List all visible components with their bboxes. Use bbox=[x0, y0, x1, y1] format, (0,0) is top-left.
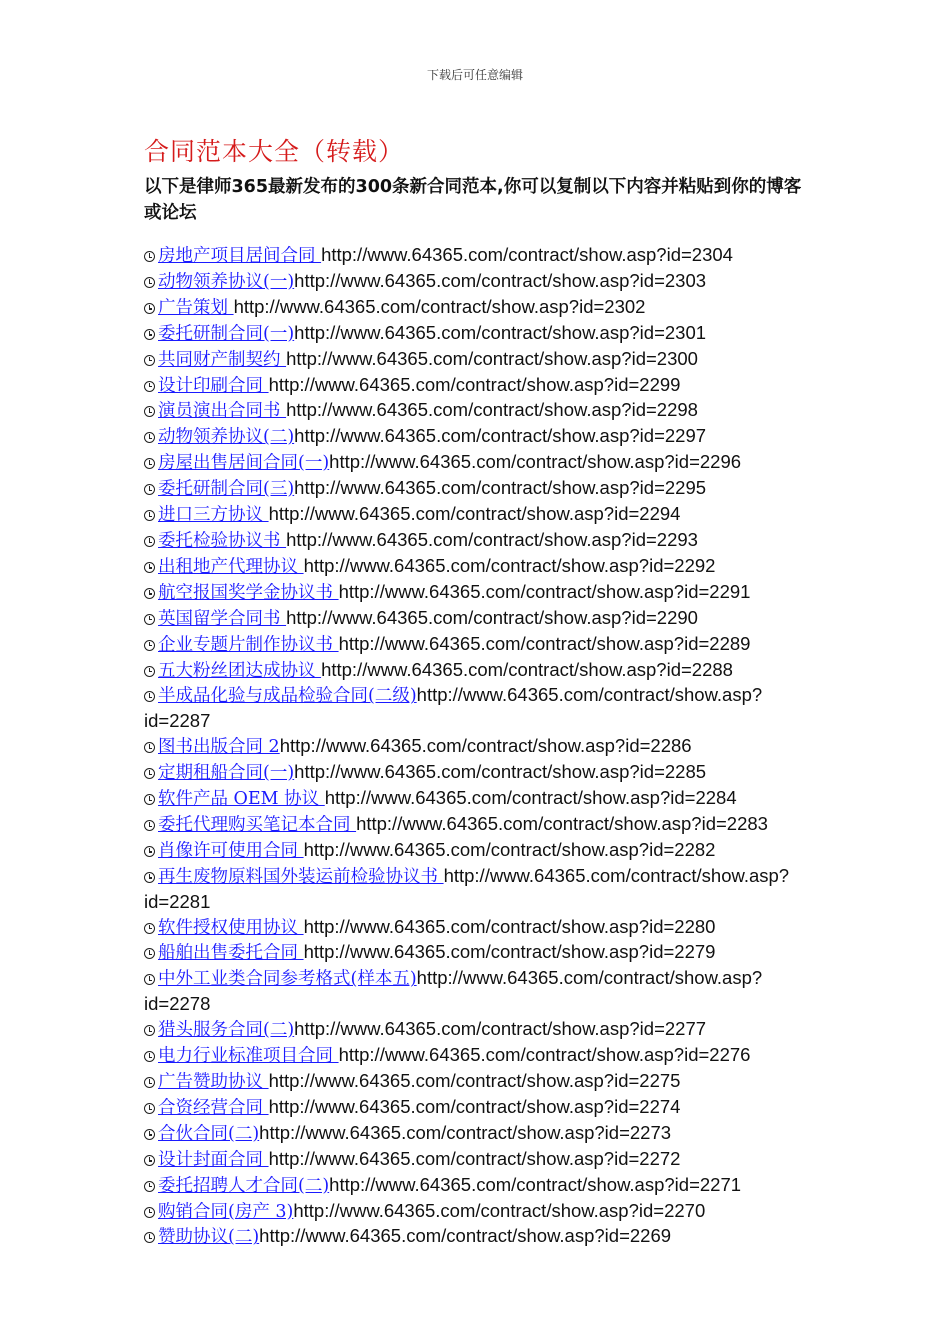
list-item bbox=[144, 295, 809, 321]
page-subtitle: 以下是律师365最新发布的300条新合同范本,你可以复制以下内容并粘贴到你的博客或论坛 bbox=[144, 177, 802, 223]
clock-icon bbox=[144, 742, 155, 753]
list-item bbox=[144, 812, 809, 838]
contract-url: http://www.64365.com/contract/show.asp?id=2291 bbox=[338, 580, 751, 602]
contract-url: http://www.64365.com/contract/show.asp?id=2279 bbox=[303, 941, 716, 963]
list-item bbox=[144, 864, 809, 915]
clock-icon bbox=[144, 846, 155, 857]
clock-icon bbox=[144, 820, 155, 831]
clock-icon bbox=[144, 974, 155, 985]
contract-url: http://www.64365.com/contract/show.asp?id=2271 bbox=[329, 1173, 742, 1195]
list-item bbox=[144, 424, 809, 450]
contract-url: http://www.64365.com/contract/show.asp?id=2296 bbox=[329, 451, 742, 473]
list-item bbox=[144, 1095, 809, 1121]
clock-icon bbox=[144, 277, 155, 288]
page-header: 下载后可任意编辑 bbox=[426, 68, 523, 82]
list-item bbox=[144, 243, 809, 269]
list-item bbox=[144, 915, 809, 941]
contract-title-link[interactable]: 动物领养协议(一) bbox=[158, 271, 295, 292]
contract-title-link[interactable]: 肖像许可使用合同 bbox=[158, 840, 304, 861]
clock-icon bbox=[144, 1207, 155, 1218]
clock-icon bbox=[144, 458, 155, 469]
contract-title-link[interactable]: 房地产项目居间合同 bbox=[158, 246, 322, 266]
contract-url: http://www.64365.com/contract/show.asp?id=2275 bbox=[268, 1070, 681, 1091]
contract-title-link[interactable]: 广告策划 bbox=[158, 297, 234, 318]
clock-icon bbox=[144, 948, 155, 959]
contract-url: http://www.64365.com/contract/show.asp?id=2274 bbox=[268, 1095, 681, 1117]
contract-title-link[interactable]: 五大粉丝团达成协议 bbox=[158, 660, 322, 681]
list-item bbox=[144, 606, 809, 632]
contract-title-link[interactable]: 房屋出售居间合同(一) bbox=[158, 453, 330, 474]
contract-title-link[interactable]: 委托代理购买笔记本合同 bbox=[158, 814, 357, 835]
clock-icon bbox=[144, 1025, 155, 1036]
contract-url: http://www.64365.com/contract/show.asp?id=2273 bbox=[259, 1121, 672, 1143]
clock-icon bbox=[144, 640, 155, 651]
clock-icon bbox=[144, 872, 155, 883]
list-item bbox=[144, 347, 809, 373]
contract-url: http://www.64365.com/contract/show.asp?id=2299 bbox=[268, 373, 681, 395]
contract-title-link[interactable]: 电力行业标准项目合同 bbox=[158, 1046, 339, 1067]
contract-url: http://www.64365.com/contract/show.asp?id=2280 bbox=[303, 915, 716, 937]
contract-url: http://www.64365.com/contract/show.asp?id=2292 bbox=[303, 554, 716, 576]
list-item bbox=[144, 1121, 809, 1147]
list-item bbox=[144, 940, 809, 966]
list-item bbox=[144, 966, 809, 1017]
contract-title-link[interactable]: 委托研制合同(一) bbox=[158, 323, 295, 344]
contract-url: http://www.64365.com/contract/show.asp?id=2301 bbox=[294, 321, 707, 343]
clock-icon bbox=[144, 303, 155, 314]
list-item bbox=[144, 502, 809, 528]
page-title: 合同范本大全（转载） bbox=[144, 137, 405, 166]
contract-title-link[interactable]: 广告赞助协议 bbox=[158, 1072, 269, 1092]
clock-icon bbox=[144, 536, 155, 547]
list-item bbox=[144, 269, 809, 295]
contract-url: http://www.64365.com/contract/show.asp?id=2283 bbox=[356, 812, 768, 834]
list-item bbox=[144, 1224, 809, 1250]
list-item bbox=[144, 321, 809, 347]
contract-url: http://www.64365.com/contract/show.asp?id=2293 bbox=[286, 528, 698, 550]
list-item bbox=[144, 1017, 809, 1043]
contract-title-link[interactable]: 动物领养协议(二) bbox=[158, 427, 295, 448]
list-item bbox=[144, 1199, 809, 1225]
clock-icon bbox=[144, 1155, 155, 1166]
contract-title-link[interactable]: 船舶出售委托合同 bbox=[158, 943, 304, 964]
contract-title-link[interactable]: 委托检验协议书 bbox=[158, 530, 287, 551]
contract-url: http://www.64365.com/contract/show.asp?id=2297 bbox=[294, 425, 707, 447]
contract-url: http://www.64365.com/contract/show.asp?id=2300 bbox=[286, 347, 698, 369]
contract-url: http://www.64365.com/contract/show.asp?id=2276 bbox=[338, 1044, 751, 1066]
contract-title-link[interactable]: 再生废物原料国外装运前检验协议书 bbox=[158, 866, 444, 887]
clock-icon bbox=[144, 484, 155, 495]
list-item bbox=[144, 632, 809, 658]
list-item bbox=[144, 760, 809, 786]
contract-url: http://www.64365.com/contract/show.asp?id=2294 bbox=[268, 503, 681, 525]
contract-url: http://www.64365.com/contract/show.asp?id=2278 bbox=[144, 967, 763, 1015]
list-item bbox=[144, 398, 809, 424]
list-item bbox=[144, 373, 809, 399]
contract-url: http://www.64365.com/contract/show.asp?id=2272 bbox=[268, 1147, 681, 1169]
list-item bbox=[144, 838, 809, 864]
contract-title-link[interactable]: 进口三方协议 bbox=[158, 505, 269, 526]
list-item bbox=[144, 1147, 809, 1173]
clock-icon bbox=[144, 923, 155, 934]
contract-url: http://www.64365.com/contract/show.asp?id=2303 bbox=[294, 269, 707, 291]
clock-icon bbox=[144, 1129, 155, 1140]
contract-url: http://www.64365.com/contract/show.asp?id=2298 bbox=[286, 399, 698, 421]
contract-link-list bbox=[144, 243, 809, 1250]
contract-url: http://www.64365.com/contract/show.asp?id=2277 bbox=[294, 1018, 707, 1040]
contract-url: http://www.64365.com/contract/show.asp?id=2289 bbox=[338, 632, 751, 654]
list-item bbox=[144, 734, 809, 760]
contract-title-link[interactable]: 软件产品 OEM 协议 bbox=[158, 789, 325, 810]
contract-title-link[interactable]: 共同财产制契约 bbox=[158, 349, 287, 370]
list-item bbox=[144, 1043, 809, 1069]
clock-icon bbox=[144, 794, 155, 805]
clock-icon bbox=[144, 432, 155, 443]
contract-url: http://www.64365.com/contract/show.asp?id=2285 bbox=[294, 761, 707, 783]
contract-title-link[interactable]: 设计封面合同 bbox=[158, 1149, 269, 1170]
clock-icon bbox=[144, 406, 155, 417]
contract-url: http://www.64365.com/contract/show.asp?id=2304 bbox=[321, 244, 733, 265]
clock-icon bbox=[144, 691, 155, 702]
contract-title-link[interactable]: 图书出版合同 2 bbox=[158, 737, 280, 758]
clock-icon bbox=[144, 510, 155, 521]
contract-url: http://www.64365.com/contract/show.asp?id=2270 bbox=[293, 1199, 706, 1221]
contract-title-link[interactable]: 设计印刷合同 bbox=[158, 375, 269, 396]
contract-title-link[interactable]: 英国留学合同书 bbox=[158, 608, 287, 629]
list-item bbox=[144, 683, 809, 734]
list-item bbox=[144, 450, 809, 476]
clock-icon bbox=[144, 1077, 155, 1088]
clock-icon bbox=[144, 1051, 155, 1062]
clock-icon bbox=[144, 614, 155, 625]
contract-title-link[interactable]: 合伙合同(二) bbox=[158, 1123, 260, 1144]
clock-icon bbox=[144, 1232, 155, 1243]
list-item bbox=[144, 554, 809, 580]
contract-title-link[interactable]: 购销合同(房产 3) bbox=[158, 1201, 294, 1222]
contract-title-link[interactable]: 航空报国奖学金协议书 bbox=[158, 582, 339, 603]
contract-title-link[interactable]: 合资经营合同 bbox=[158, 1097, 269, 1118]
clock-icon bbox=[144, 355, 155, 366]
contract-url: http://www.64365.com/contract/show.asp?id=2288 bbox=[321, 658, 733, 680]
list-item bbox=[144, 658, 809, 684]
clock-icon bbox=[144, 1181, 155, 1192]
contract-url: http://www.64365.com/contract/show.asp?id=2287 bbox=[144, 684, 763, 732]
list-item bbox=[144, 528, 809, 554]
list-item bbox=[144, 1069, 809, 1095]
clock-icon bbox=[144, 251, 155, 262]
contract-title-link[interactable]: 赞助协议(二) bbox=[158, 1227, 260, 1248]
contract-url: http://www.64365.com/contract/show.asp?id=2281 bbox=[144, 864, 790, 912]
clock-icon bbox=[144, 588, 155, 599]
contract-title-link[interactable]: 猎头服务合同(二) bbox=[158, 1020, 295, 1041]
contract-url: http://www.64365.com/contract/show.asp?id=2295 bbox=[294, 477, 707, 499]
contract-url: http://www.64365.com/contract/show.asp?id=2286 bbox=[279, 735, 692, 757]
list-item bbox=[144, 476, 809, 502]
contract-url: http://www.64365.com/contract/show.asp?id=2290 bbox=[286, 606, 698, 628]
list-item bbox=[144, 1173, 809, 1199]
clock-icon bbox=[144, 329, 155, 340]
contract-title-link[interactable]: 演员演出合同书 bbox=[158, 401, 287, 422]
contract-title-link[interactable]: 定期租船合同(一) bbox=[158, 763, 295, 784]
contract-url: http://www.64365.com/contract/show.asp?id=2284 bbox=[324, 787, 737, 809]
contract-title-link[interactable]: 半成品化验与成品检验合同(二级) bbox=[158, 686, 417, 707]
contract-url: http://www.64365.com/contract/show.asp?id=2302 bbox=[233, 295, 646, 317]
contract-url: http://www.64365.com/contract/show.asp?id=2269 bbox=[259, 1225, 672, 1247]
clock-icon bbox=[144, 381, 155, 392]
contract-title-link[interactable]: 中外工业类合同参考格式(样本五) bbox=[158, 969, 417, 990]
clock-icon bbox=[144, 768, 155, 779]
list-item bbox=[144, 580, 809, 606]
contract-title-link[interactable]: 委托研制合同(三) bbox=[158, 479, 295, 500]
contract-title-link[interactable]: 委托招聘人才合同(二) bbox=[158, 1175, 330, 1196]
clock-icon bbox=[144, 666, 155, 677]
clock-icon bbox=[144, 562, 155, 573]
contract-url: http://www.64365.com/contract/show.asp?id=2282 bbox=[303, 838, 716, 860]
contract-title-link[interactable]: 企业专题片制作协议书 bbox=[158, 634, 339, 655]
contract-title-link[interactable]: 出租地产代理协议 bbox=[158, 556, 304, 577]
contract-title-link[interactable]: 软件授权使用协议 bbox=[158, 917, 304, 938]
clock-icon bbox=[144, 1103, 155, 1114]
list-item bbox=[144, 786, 809, 812]
